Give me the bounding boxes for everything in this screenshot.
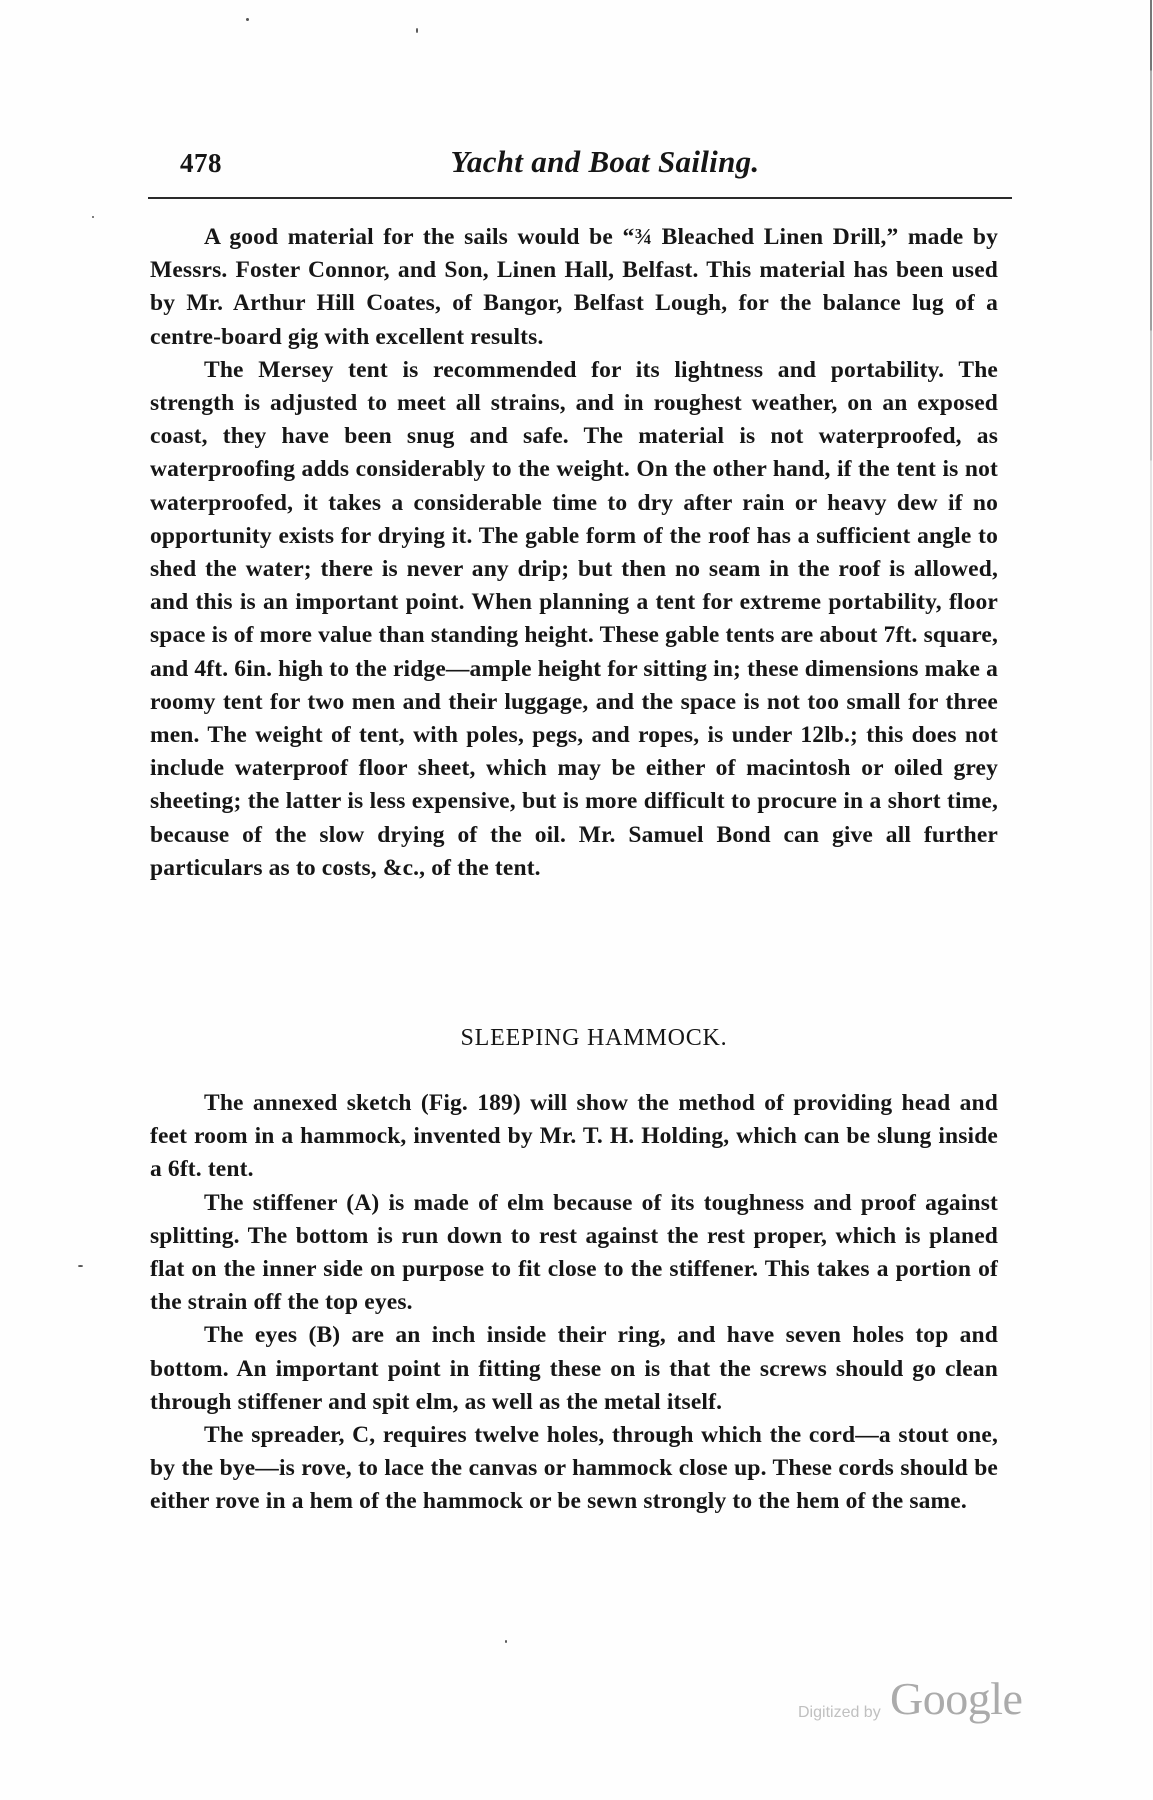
header-rule — [148, 197, 1012, 199]
section-heading: SLEEPING HAMMOCK. — [460, 1025, 728, 1051]
scan-edge-line — [1150, 0, 1152, 1800]
digitized-watermark — [798, 1672, 1038, 1732]
paragraph-eyes: The eyes (B) are an inch inside their ring, and have seven holes top and bottom. An important point in fitting these on is that the screws should go clean through stiffener and spit elm, as well as the metal itself. — [150, 1322, 998, 1415]
page-header — [150, 140, 1010, 190]
body-text-hammock — [150, 1087, 998, 1519]
google-logo-text: Google — [890, 1673, 1023, 1724]
scan-speck — [246, 18, 249, 21]
page-number: 478 — [180, 148, 222, 178]
paragraph-annexed-sketch: The annexed sketch (Fig. 189) will show the method of providing head and feet room in a hammock, invented by Mr. T. H. Holding, which can be slung inside a 6ft. tent. — [150, 1090, 998, 1183]
watermark-prefix: Digitized by — [798, 1704, 881, 1721]
body-text-top — [150, 221, 998, 885]
paragraph-mersey-tent: The Mersey tent is recommended for its lightness and portability. The strength is adjusted to meet all strains, and in roughest weather, on an exposed coast, they have been snug and safe. The material is not waterproofed, as waterproofing adds considerably to the weight. On the other hand, if the tent is not waterproofed, it takes a considerable time to dry after rain or heavy dew if no opportunity exists for drying it. The gable form of the roof has a sufficient angle to shed the water; there is never any drip; but then no seam in the roof is allowed, and this is an important point. When planning a tent for extreme portability, floor space is of more value than standing height. These gable tents are about 7ft. square, and 4ft. 6in. high to the ridge—ample height for sitting in; these dimensions make a roomy tent for two men and their luggage, and the space is not too small for three men. The weight of tent, with poles, pegs, and ropes, is under 12lb.; this does not include waterproof floor sheet, which may be either of macintosh or oiled grey sheeting; the latter is less expensive, but is more difficult to procure in a short time, because of the slow drying of the oil. Mr. Samuel Bond can give all further particulars as to costs, &c., of the tent. — [150, 356, 998, 881]
scan-speck — [78, 1265, 83, 1267]
paragraph-sail-material: A good material for the sails would be “¾ Bleached Linen Drill,” made by Messrs. Foster Connor, and Son, Linen Hall, Belfast. This material has been used by Mr. Arthur Hill Coates, of Bangor, Belfast Lough, for the balance lug of a centre-board gig with excellent results. — [150, 224, 998, 350]
scan-speck — [92, 216, 94, 218]
scan-speck — [505, 1640, 507, 1643]
running-title: Yacht and Boat Sailing. — [450, 144, 760, 179]
paragraph-spreader: The spreader, C, requires twelve holes, through which the cord—a stout one, by the bye—is rove, to lace the canvas or hammock close up. These cords should be either rove in a hem of the hammock or be sewn strongly to the hem of the same. — [150, 1422, 998, 1515]
scan-speck — [416, 28, 418, 33]
paragraph-stiffener: The stiffener (A) is made of elm because of its toughness and proof against splitting. The bottom is run down to rest against the rest proper, which is planed flat on the inner side on purpose to fit close to the stiffener. This takes a portion of the strain off the top eyes. — [150, 1189, 998, 1316]
